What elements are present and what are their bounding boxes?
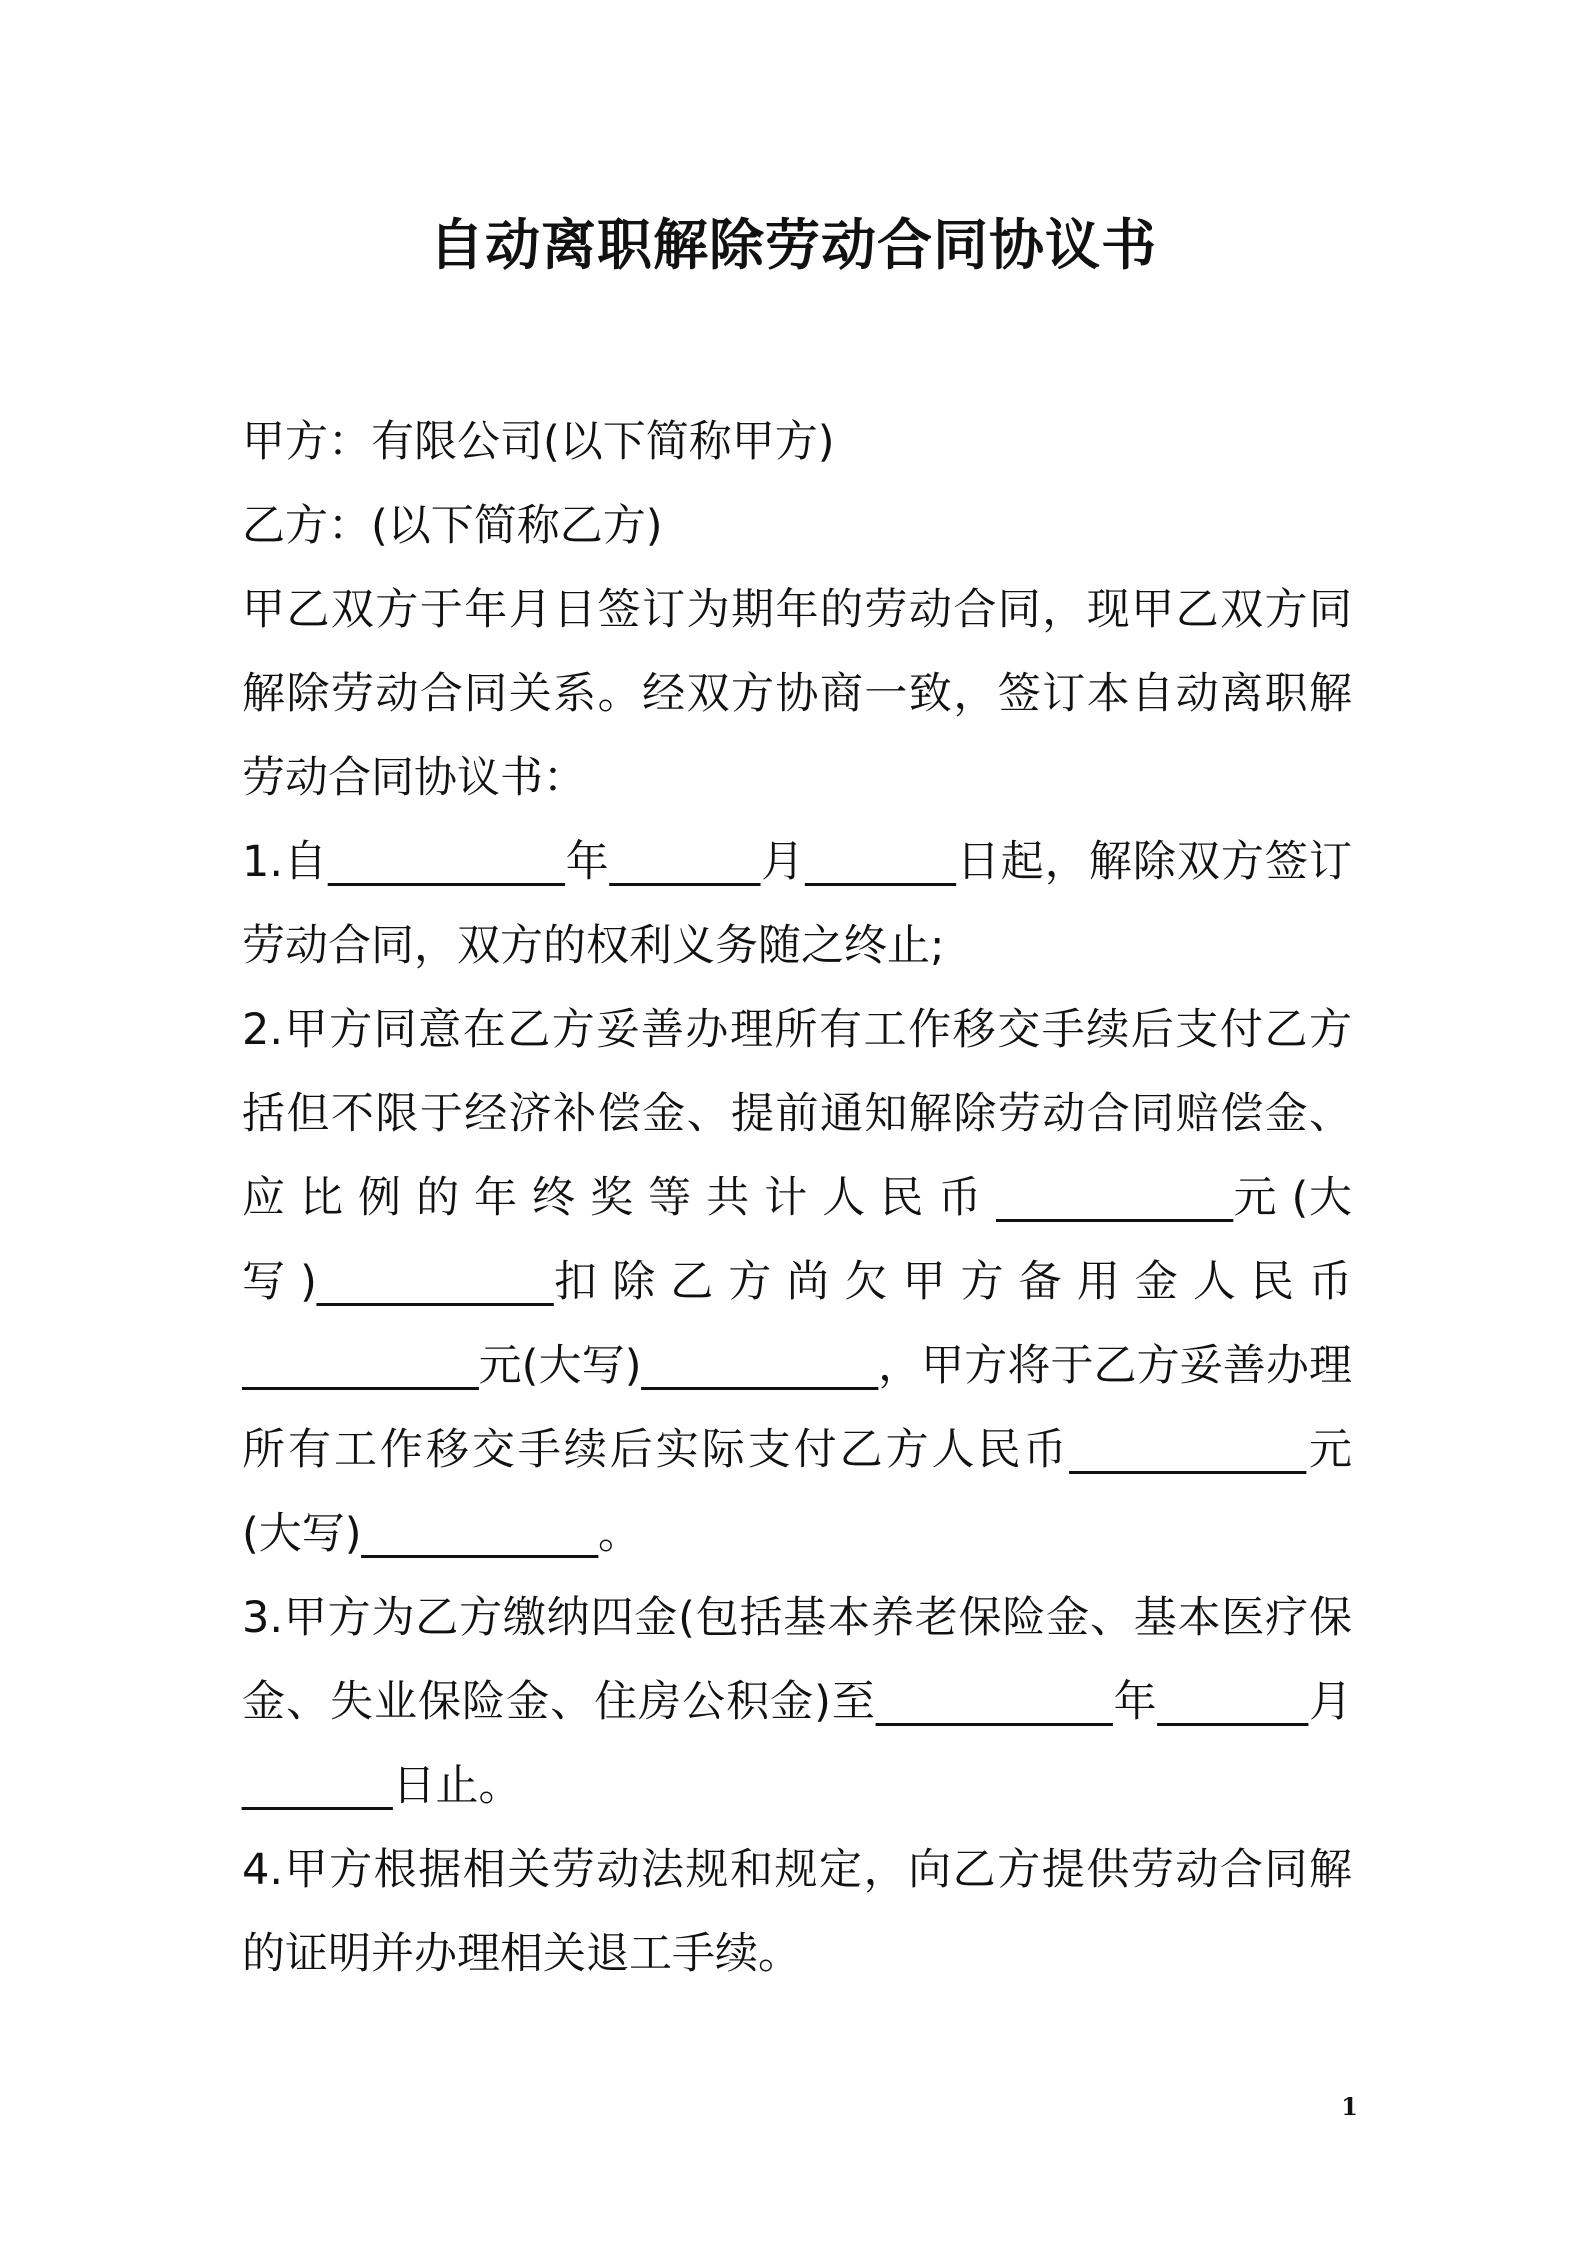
clause-3-line: 金、失业保险金、住房公积金)至___________年_______月 <box>242 1677 1352 1727</box>
document-title: 自动离职解除劳动合同协议书 <box>428 213 1157 277</box>
clause-2-line: ___________元(大写)___________，甲方将于乙方妥善办理 <box>242 1341 1352 1391</box>
preamble-line: 劳动合同协议书： <box>242 753 586 803</box>
page-number: 1 <box>1341 2092 1358 2121</box>
clause-4-line: 4.甲方根据相关劳动法规和规定，向乙方提供劳动合同解 <box>242 1845 1352 1895</box>
clause-1-line: 劳动合同，双方的权利义务随之终止; <box>242 921 945 971</box>
clause-2-line: (大写)___________。 <box>242 1509 642 1559</box>
clause-4-line: 的证明并办理相关退工手续。 <box>242 1929 801 1979</box>
party-b-line: 乙方：(以下简称乙方) <box>242 501 663 551</box>
document-body <box>242 400 1352 1996</box>
clause-1-line: 1.自___________年_______月_______日起，解除双方签订 <box>242 837 1352 887</box>
clause-2-line: 2.甲方同意在乙方妥善办理所有工作移交手续后支付乙方 <box>242 1005 1352 1055</box>
clause-2-line: 写 )___________扣 除 乙 方 尚 欠 甲 方 备 用 金 人 民 币 <box>242 1257 1352 1307</box>
clause-2-line: 应 比 例 的 年 终 奖 等 共 计 人 民 币 ___________元 (大 <box>242 1173 1352 1223</box>
clause-2-line: 括但不限于经济补偿金、提前通知解除劳动合同赔偿金、 <box>242 1089 1352 1139</box>
preamble-line: 解除劳动合同关系。经双方协商一致，签订本自动离职解 <box>242 669 1352 719</box>
party-a-line: 甲方：有限公司(以下简称甲方) <box>242 417 835 467</box>
clause-3-line: _______日止。 <box>242 1761 522 1811</box>
preamble-line: 甲乙双方于年月日签订为期年的劳动合同，现甲乙双方同 <box>242 585 1352 635</box>
clause-3-line: 3.甲方为乙方缴纳四金(包括基本养老保险金、基本医疗保 <box>242 1593 1352 1643</box>
clause-2-line: 所有工作移交手续后实际支付乙方人民币___________元 <box>242 1425 1352 1475</box>
